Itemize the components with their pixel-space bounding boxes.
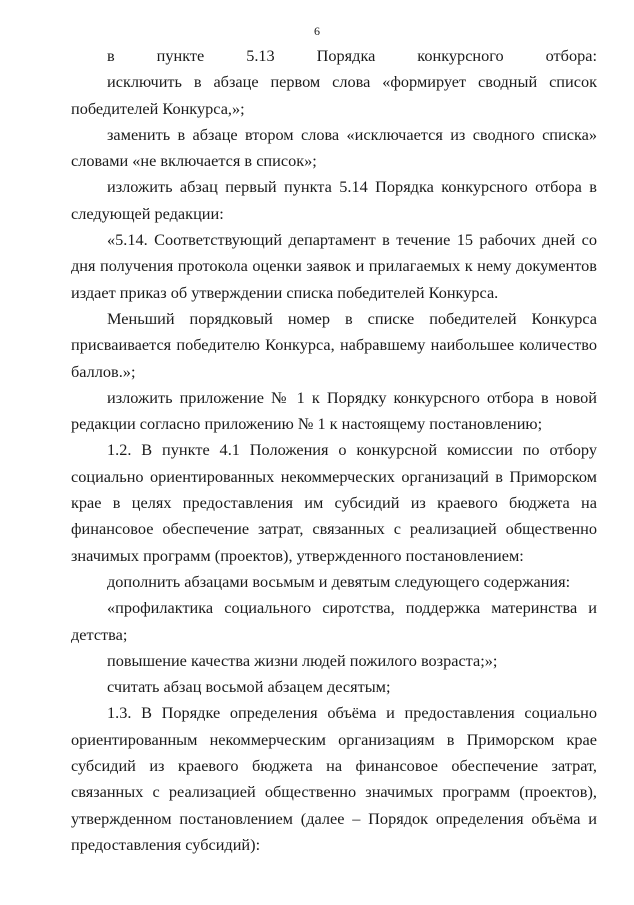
paragraph-restate-5-14: изложить абзац первый пункта 5.14 Порядка конкурсного отбора в следующей редакции: (71, 177, 597, 223)
paragraph-renumber: считать абзац восьмой абзацем десятым; (107, 677, 391, 697)
paragraph-add-clauses: дополнить абзацами восьмым и девятым следующего содержания: (107, 571, 571, 591)
paragraph-quote-orphanhood: «профилактика социального сиротства, поддержка материнства и детства; (71, 598, 597, 644)
paragraph-replace-words: заменить в абзаце втором слова «исключается из сводного списка» словами «не включается в список»; (71, 124, 597, 171)
paragraph-exclude-words: исключить в абзаце первом слова «формирует сводный список победителей Конкурса,»; (71, 72, 597, 118)
paragraph-section-1-2: 1.2. В пункте 4.1 Положения о конкурсной комиссии по отбору социально ориентированных некоммерческих организаций в Приморском крае в целях предоставления им субсидий из краевого бюджета на финансовое обеспечение затрат, связанных с реализацией общественно значимых программ (проектов), утвержденного постановлением: (71, 440, 597, 565)
paragraph-item-5-13: в пункте 5.13 Порядка конкурсного отбора: (107, 46, 597, 65)
paragraph-appendix-1: изложить приложение № 1 к Порядку конкурсного отбора в новой редакции согласно приложению № 1 к настоящему постановлению; (71, 387, 597, 434)
paragraph-quote-5-14: «5.14. Соответствующий департамент в течение 15 рабочих дней со дня получения протокола оценки заявок и прилагаемых к нему документов издает приказ об утверждении списка победителей Конкурса. (71, 230, 597, 302)
paragraph-order-number: Меньший порядковый номер в списке победителей Конкурса присваивается победителю Конкурса, набравшему наибольшее количество баллов.»; (71, 308, 597, 381)
page-number: 6 (314, 24, 320, 38)
paragraph-quote-elderly: повышение качества жизни людей пожилого возраста;»; (107, 650, 498, 670)
paragraph-section-1-3: 1.3. В Порядке определения объёма и предоставления социально ориентированным некоммерческим организациям в Приморском крае субсидий из краевого бюджета на финансовое обеспечение затрат, связанных с реализацией общественно значимых программ (проектов), утвержденном постановлением (далее – Порядок определения объёма и предоставления субсидий): (71, 703, 597, 854)
document-body (71, 43, 597, 858)
